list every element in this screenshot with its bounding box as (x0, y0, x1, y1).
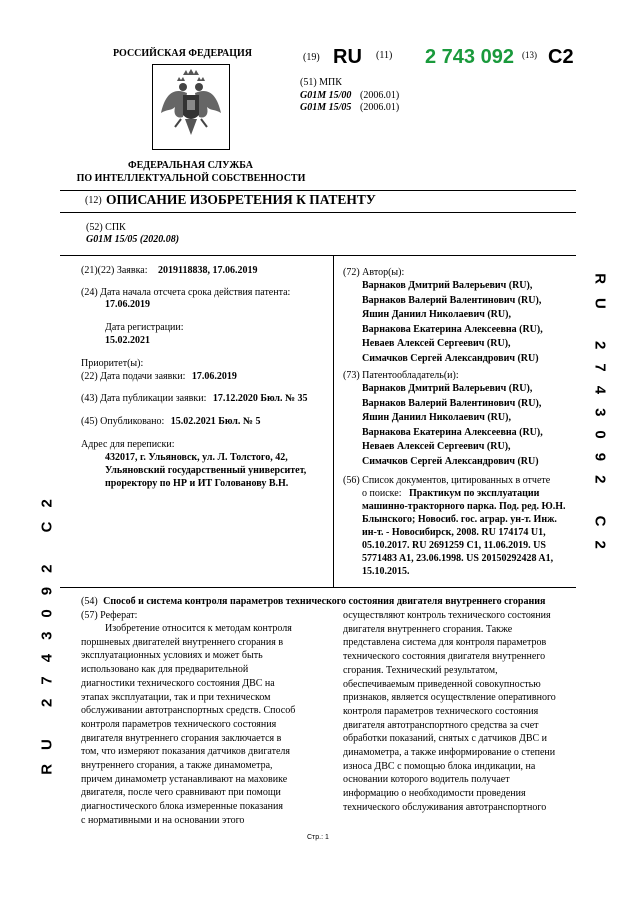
author-item: Неваев Алексей Сергеевич (RU), (362, 338, 511, 349)
registration-value: 15.02.2021 (105, 335, 150, 346)
owner-item: Варнаков Валерий Валентинович (RU), (362, 397, 542, 409)
abstract-line: осуществляют контроль технического состояния (343, 610, 551, 621)
application-field (81, 264, 257, 277)
published-field (81, 415, 260, 428)
filing-label: (22) Дата подачи заявки: (81, 371, 186, 382)
abstract-line: контроля параметров технического состояния (81, 718, 277, 730)
address-line: проректору по НР и ИТ Голованову В.Н. (105, 478, 289, 489)
abstract-line: Изобретение относится к методам контроля (105, 623, 292, 634)
application-label: (21)(22) Заявка: (81, 265, 148, 276)
abstract-line: технического состояния двигателя внутреннего (343, 651, 546, 663)
registration-label: Дата регистрации: (105, 322, 184, 333)
abstract-line: обработки показаний, снятых с датчиков ДВС и (343, 733, 548, 745)
abstract-line: основании которого водитель получает (343, 774, 510, 786)
abstract-line: двигателя, после чего сравнивают при помощи (81, 787, 281, 799)
code-11: (11) (376, 50, 393, 61)
abstract-line: использовано как для предварительной (81, 664, 249, 676)
abstract-line: износа ДВС с помощью блока индикации, на (343, 760, 536, 772)
author-item: Яшин Даниил Николаевич (RU), (362, 309, 511, 320)
divider-title (60, 212, 576, 213)
divider-vertical (333, 256, 334, 587)
abstract-line: представлена система для контроля параметров (343, 637, 547, 649)
owners-list (362, 382, 543, 469)
published-value: 15.02.2021 Бюл. № 5 (170, 416, 261, 427)
term-label: (24) Дата начала отсчета срока действия патента: (81, 287, 291, 298)
country-name: РОССИЙСКАЯ ФЕДЕРАЦИЯ (113, 48, 253, 59)
abstract-left-column (81, 622, 319, 828)
patent-number: 2 743 092 (425, 46, 514, 68)
ref-line: машинно-тракторного парка. Под. ред. Ю.Н. (362, 501, 566, 512)
doc-title: ОПИСАНИЕ ИЗОБРЕТЕНИЯ К ПАТЕНТУ (106, 192, 376, 207)
abstract-line: с нормативными и на основании этого (81, 814, 245, 826)
ref-line: 5771483 A1, 23.06.1998. US 20150292428 A1, (362, 553, 554, 564)
abstract-line: диагностики технического состояния ДВС на (81, 677, 275, 689)
ref-line: Практикум по эксплуатации (409, 488, 540, 499)
kind-code: C2 (548, 46, 574, 68)
publication-label: (43) Дата публикации заявки: (81, 393, 207, 404)
russian-eagle-emblem-icon (153, 65, 229, 149)
term-value: 17.06.2019 (105, 299, 150, 310)
owner-item: Симачков Сергей Александрович (RU) (362, 455, 539, 467)
abstract-right-column (343, 609, 581, 815)
abstract-line: технического обслуживания автотранспортного (343, 801, 547, 813)
abstract-line: диагностического блока измеренные показания (81, 801, 283, 813)
ipc-year-1: (2006.01) (360, 90, 400, 101)
author-item: Варнаков Валерий Валентинович (RU), (362, 294, 542, 306)
ipc-label: (51) МПК (300, 77, 342, 88)
refs-list (362, 487, 566, 578)
owner-item: Неваев Алексей Сергеевич (RU), (362, 441, 511, 452)
abstract-line: признаков, является осуществление оперативного (343, 692, 556, 704)
abstract-line: эксплуатационных условиях и может быть (81, 650, 263, 662)
abstract-line: причем динамометр устанавливают на маховике (81, 773, 288, 785)
code-19: (19) (303, 52, 320, 63)
emblem-frame (152, 64, 230, 150)
priority-label: Приоритет(ы): (81, 358, 144, 369)
ipc-year-2: (2006.01) (360, 102, 400, 113)
abstract-line: динамометра, а также информирование о степени (343, 747, 556, 759)
cpc-value: G01M 15/05 (2020.08) (86, 234, 180, 245)
owner-item: Варнакова Екатерина Алексеевна (RU), (362, 426, 543, 438)
cpc-label: (52) СПК (86, 222, 126, 233)
abstract-line: двигателя внутреннего сгорания. Также (343, 623, 513, 635)
divider-top (60, 190, 576, 191)
abstract-line: двигателя автотранспортного средства за счет (343, 719, 539, 731)
abstract-line: этапах эксплуатации, так и при техническом (81, 691, 271, 703)
invention-title: Способ и система контроля параметров технического состояния двигателя внутреннего сгорания (103, 596, 546, 607)
agency-line-2: ПО ИНТЕЛЛЕКТУАЛЬНОЙ СОБСТВЕННОСТИ (76, 173, 306, 184)
abstract-line: обеспечиваемым приведенной совокупностью (343, 678, 541, 690)
agency-line-1: ФЕДЕРАЛЬНАЯ СЛУЖБА (128, 160, 253, 171)
owner-item: Варнаков Дмитрий Валерьевич (RU), (362, 383, 533, 394)
ref-line: 05.10.2017. RU 2691259 C1, 11.06.2019. US (362, 540, 546, 551)
authors-label: (72) Автор(ы): (343, 267, 405, 278)
author-item: Симачков Сергей Александрович (RU) (362, 352, 539, 364)
abstract-line: информацию о необходимости проведения (343, 788, 526, 800)
ipc-code-2: G01M 15/05 (300, 102, 352, 113)
author-item: Варнаков Дмитрий Валерьевич (RU), (362, 280, 533, 291)
invention-title-code: (54) (81, 596, 98, 607)
publication-value: 17.12.2020 Бюл. № 35 (212, 393, 308, 404)
ref-line: ин-т. - Новосибирск, 2008. RU 174174 U1, (362, 527, 546, 538)
abstract-line: поршневых двигателей внутреннего сгорания в (81, 636, 284, 648)
address-label: Адрес для переписки: (81, 439, 175, 450)
authors-list (362, 279, 543, 366)
owner-item: Яшин Даниил Николаевич (RU), (362, 412, 511, 423)
abstract-line: внутреннего сгорания, а также динамометра, (81, 760, 273, 772)
divider-bottom (60, 587, 576, 588)
code-13: (13) (522, 50, 537, 60)
abstract-line: двигателя внутреннего сгорания заключается в (81, 732, 282, 744)
side-number-right: RU 2743092 C2 (591, 273, 609, 563)
side-number-left: RU 2743092 C2 (38, 485, 56, 775)
filing-value: 17.06.2019 (191, 371, 237, 382)
owners-label: (73) Патентообладатель(и): (343, 370, 459, 381)
publication-field (81, 392, 308, 405)
ipc-code-1: G01M 15/00 (300, 90, 352, 101)
filing-field (81, 370, 237, 383)
abstract-line: том, что измеряют показания датчиков двигателя (81, 746, 290, 758)
refs-label-1: (56) Список документов, цитированных в отчете (343, 475, 551, 486)
published-label: (45) Опубликовано: (81, 416, 165, 427)
address-line: Ульяновский государственный университет, (105, 465, 307, 476)
abstract-line: контроля параметров технического состояния (343, 705, 539, 717)
abstract-line: сгорания. Технический результатом, (343, 664, 498, 676)
page-number: Стр.: 1 (307, 834, 329, 841)
doc-title-code: (12) (85, 195, 102, 206)
application-value: 2019118838, 17.06.2019 (158, 265, 258, 276)
invention-title-field (81, 595, 545, 608)
address-block (105, 451, 306, 490)
refs-label-2: о поиске: (362, 488, 402, 499)
author-item: Варнакова Екатерина Алексеевна (RU), (362, 323, 543, 335)
abstract-line: обслуживании автотранспортных средств. Способ (81, 705, 296, 717)
ref-line: Блынского; Новосиб. гос. аграр. ун-т. Инж. (362, 514, 557, 525)
address-line: 432017, г. Ульяновск, ул. Л. Толстого, 42, (105, 452, 288, 463)
country-code-ru: RU (333, 46, 362, 68)
abstract-label: (57) Реферат: (81, 610, 138, 621)
ref-line: 15.10.2015. (362, 566, 410, 577)
divider-bib (60, 255, 576, 256)
